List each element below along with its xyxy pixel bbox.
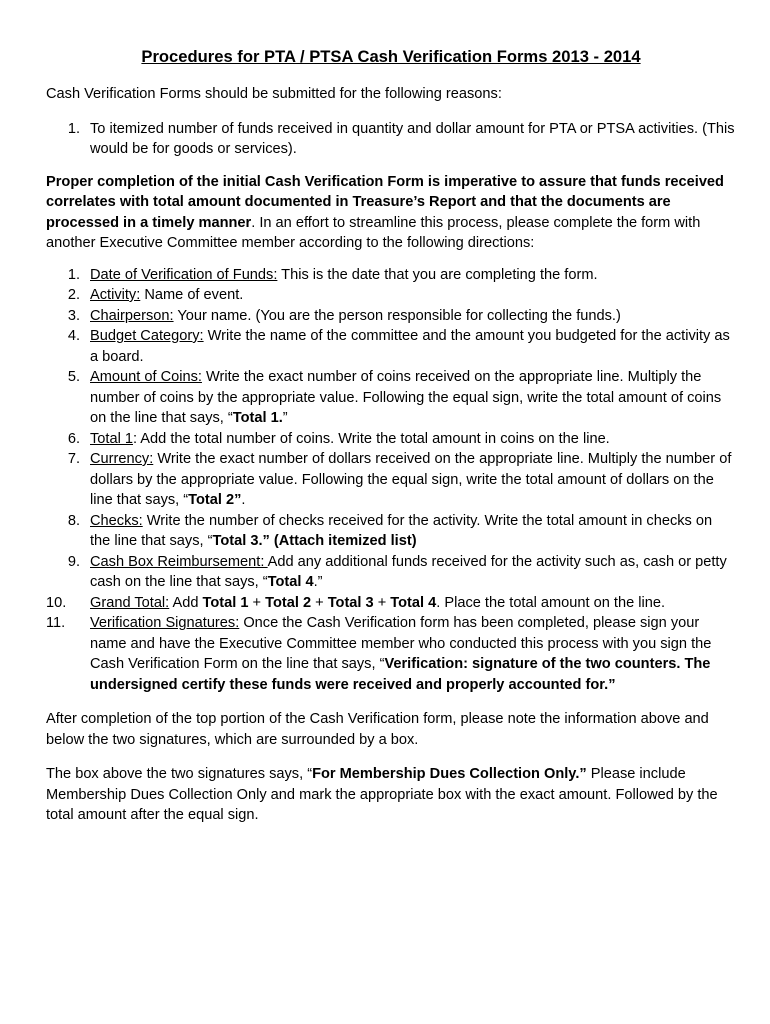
direction-label: Verification Signatures: [90,615,240,631]
box-text-bold: For Membership Dues Collection Only.” [312,766,587,782]
direction-text: : Add the total number of coins. Write the total amount in coins on the line. [133,430,610,447]
direction-end: ” [282,410,288,426]
direction-label: Activity: [90,287,141,303]
intro-text: Cash Verification Forms should be submitted for the following reasons: [46,86,502,102]
emphasis-bold-text: Proper completion of the initial Cash Verification Form is imperative to assure that funds received correlates with total amount documented in Treasure’s Report and that the documents are processed in a timely manner [46,173,724,231]
direction-text: Write the exact number of dollars received on the appropriate line. Multiply the number of dollars by the appropriate value. Following the equal sign, write the total amount of dollars on the line that says, “ [90,451,732,508]
direction-label: Checks: [90,512,143,529]
box-text-pre: The box above the two signatures says, “ [46,766,313,782]
list-number: 7. [67,451,80,467]
list-number: 4. [67,328,80,344]
direction-end: .” [313,574,323,590]
list-number: 6. [67,430,80,447]
direction-end: . Place the total amount on the line. [436,594,666,611]
direction-text: Once the Cash Verification form has been completed, please sign your name and have the Executive Committee member who conducted this process with you sign the Cash Verification Form on the line that says, “ [90,615,712,672]
list-item [46,306,736,327]
list-number: 9. [67,553,80,570]
list-number: 3. [67,307,80,324]
list-item [46,326,736,367]
direction-text: Your name. (You are the person responsible for collecting the funds.) [173,307,621,324]
box-paragraph [46,764,736,826]
reasons-list [46,119,736,160]
box-text-post: Please include Membership Dues Collection Only and mark the appropriate box with the exact amount. Followed by the total amount after the equal sign. [46,766,718,823]
direction-bold: Total 1 [202,594,249,611]
list-number: 2. [67,287,80,303]
direction-text: + [373,594,391,611]
list-number: 11. [46,615,66,631]
list-number: 5. [67,369,80,385]
direction-label: Amount of Coins: [90,369,202,385]
list-item [46,511,736,552]
list-number: 10. [46,594,67,611]
direction-text: This is the date that you are completing the form. [277,266,598,283]
direction-text: Add [169,594,203,611]
list-item [46,552,736,593]
list-number: 1. [67,266,80,283]
direction-bold: Total 3 [327,594,374,611]
list-number: 1. [67,120,80,137]
direction-label: Chairperson: [90,307,174,324]
direction-label: Grand Total: [90,594,170,611]
direction-text: Add any additional funds received for the activity such as, cash or petty cash on the line that says, “ [90,553,727,590]
list-item [46,367,736,429]
direction-text: Write the number of checks received for the activity. Write the total amount in checks on the line that says, “ [90,512,713,549]
direction-label: Date of Verification of Funds: [90,266,278,283]
direction-end: . [241,492,246,508]
list-item [46,429,736,450]
list-item [46,119,736,160]
direction-label: Cash Box Reimbursement: [90,553,268,570]
page-title: Procedures for PTA / PTSA Cash Verification Forms 2013 - 2014 [141,47,641,66]
list-item [46,613,736,695]
direction-bold: Total 4 [267,574,314,590]
emphasis-paragraph [46,172,736,254]
direction-text: Name of event. [140,287,244,303]
direction-bold: Total 2 [265,594,312,611]
direction-text: Write the name of the committee and the amount you budgeted for the activity as a board. [90,328,730,365]
direction-label: Currency: [90,451,154,467]
direction-bold: Total 1. [232,410,283,426]
direction-bold: Total 3.” (Attach itemized list) [212,533,417,549]
list-item [46,593,736,614]
direction-bold: Verification: signature of the two counters. The undersigned certify these funds were received and properly accounted for.” [90,656,711,693]
direction-bold: Total 2” [188,492,242,508]
direction-bold: Total 4 [390,594,437,611]
list-item [46,449,736,511]
list-item [46,265,736,286]
emphasis-rest-text: . In an effort to streamline this process, please complete the form with another Executive Committee member according to the following directions: [46,214,701,251]
after-paragraph: After completion of the top portion of the Cash Verification form, please note the information above and below the two signatures, which are surrounded by a box. [46,711,709,748]
list-item [46,285,736,306]
direction-text: + [311,594,328,611]
direction-label: Budget Category: [90,328,204,344]
direction-text: Write the exact number of coins received on the appropriate line. Multiply the number of coins by the appropriate value. Following the equal sign, write the total amount of coins on the line that says, “ [90,369,722,426]
direction-label: Total 1 [90,430,133,447]
list-number: 8. [67,512,80,529]
directions-list [46,265,736,696]
document-page [46,46,736,826]
direction-text: + [248,594,266,611]
list-item-text: To itemized number of funds received in quantity and dollar amount for PTA or PTSA activities. (This would be for goods or services). [90,120,735,157]
